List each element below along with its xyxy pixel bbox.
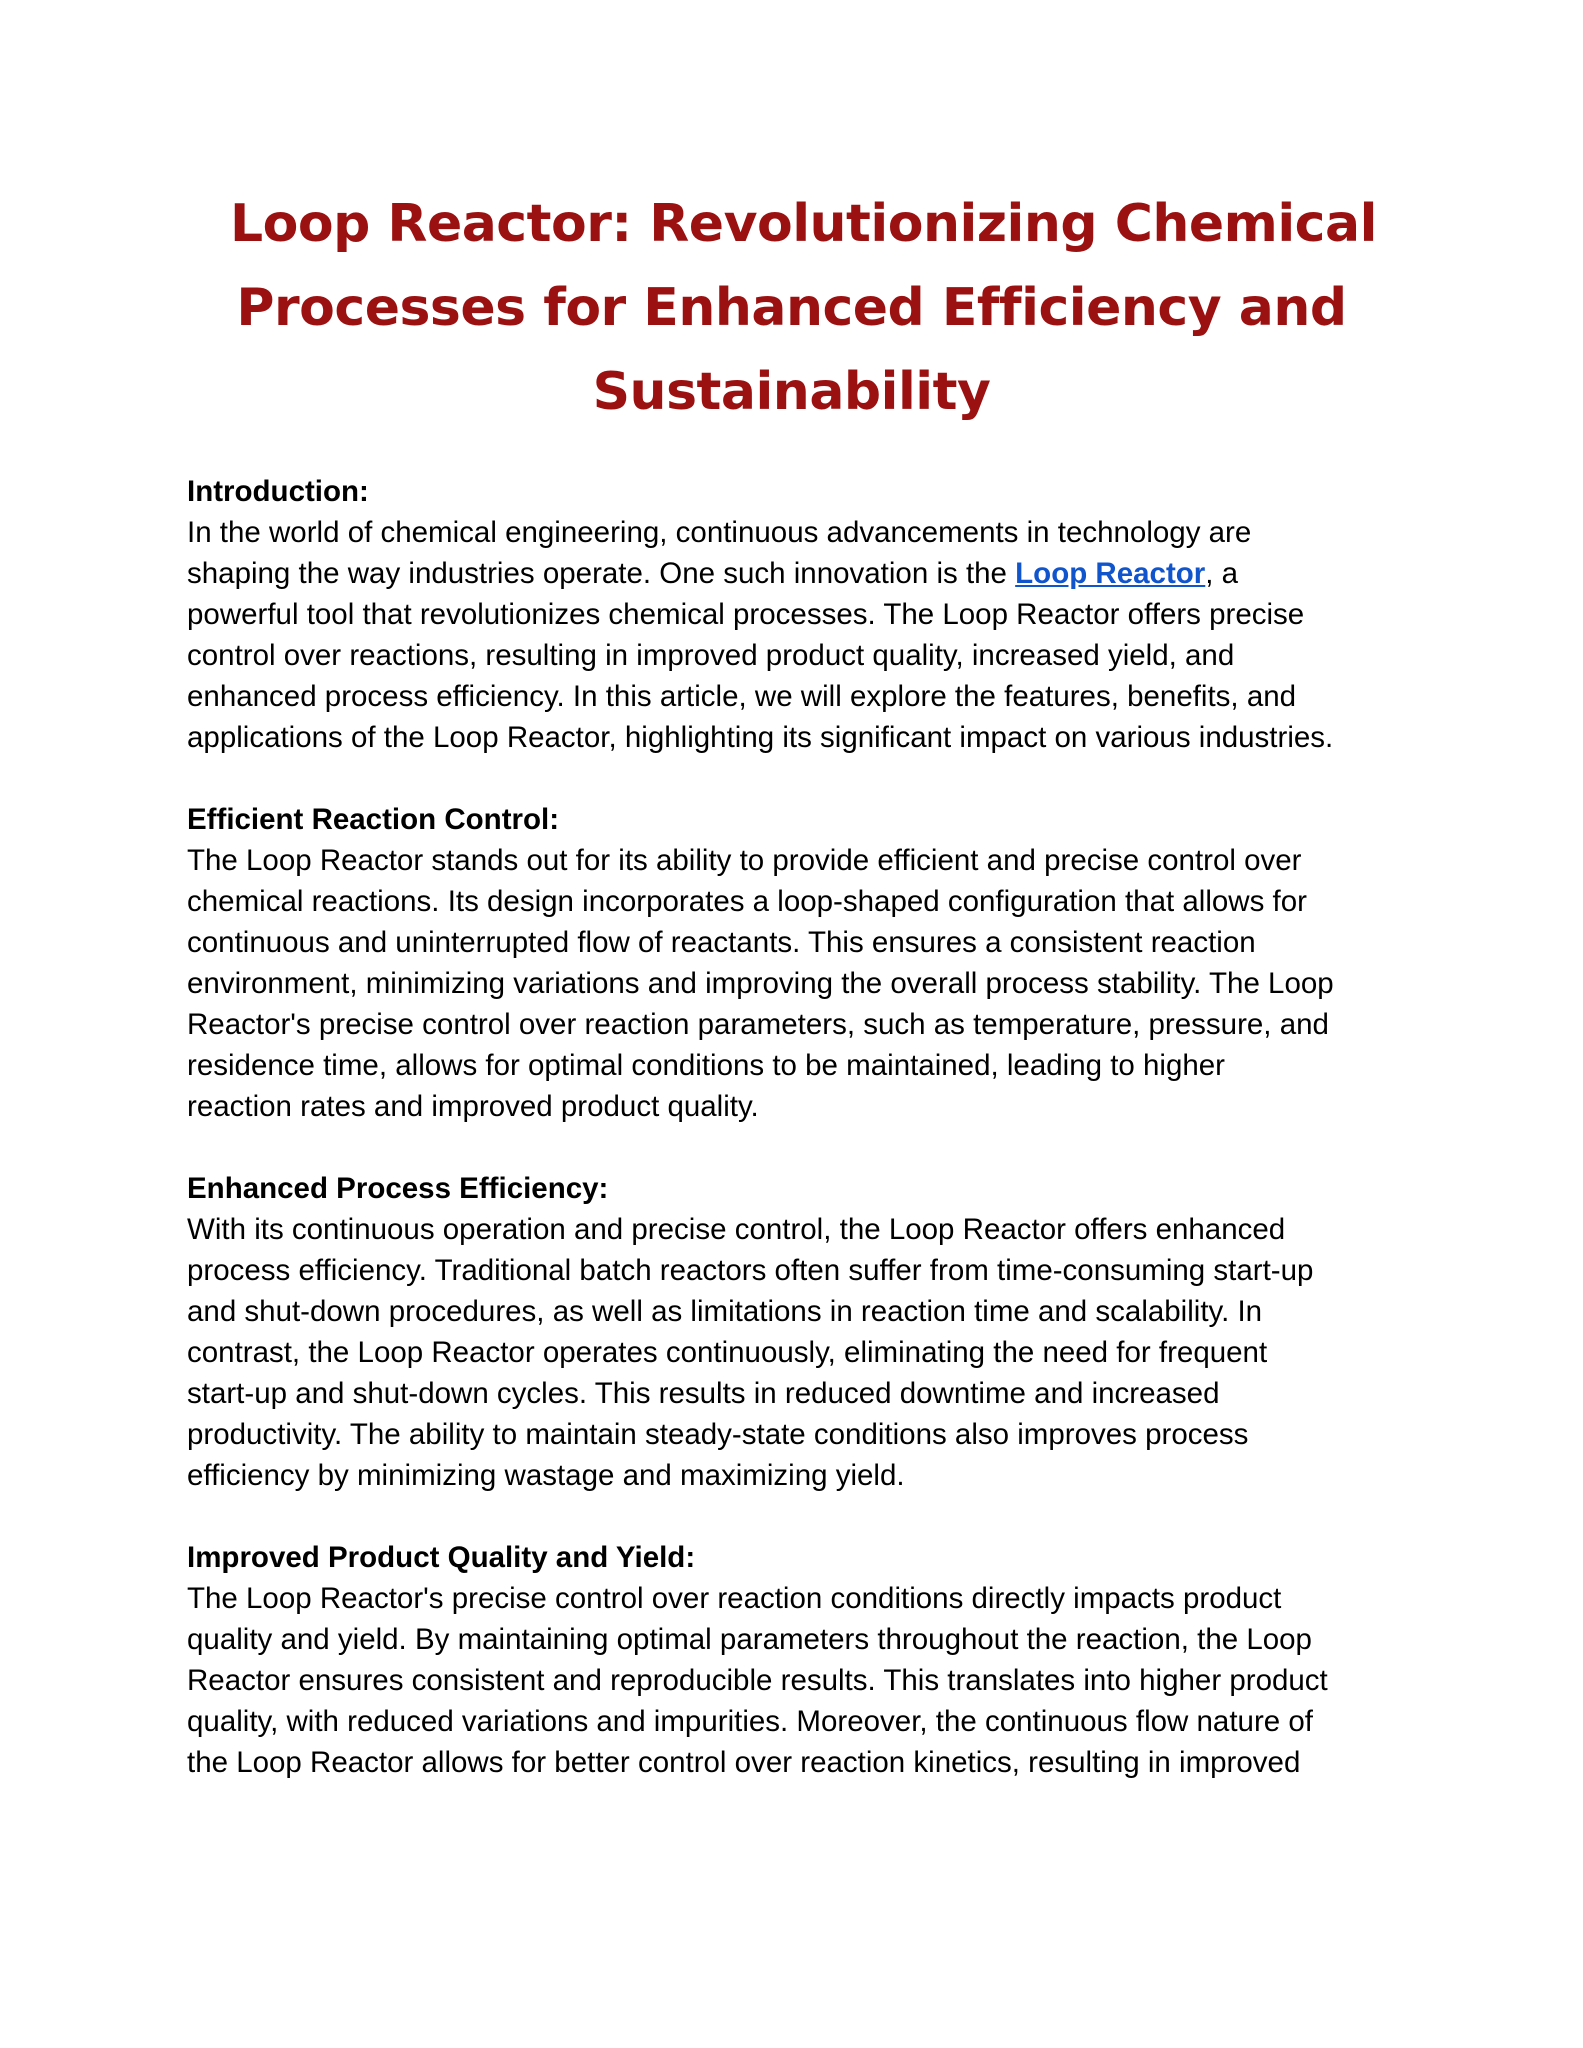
- loop-reactor-link[interactable]: Loop Reactor: [1015, 557, 1206, 590]
- paragraph-line: efficiency by minimizing wastage and maximizing yield.: [187, 1459, 905, 1492]
- section-heading: Efficient Reaction Control:: [187, 803, 560, 836]
- section-introduction: [187, 471, 1427, 758]
- paragraph-line: In the world of chemical engineering, continuous advancements in technology are: [187, 516, 1252, 549]
- paragraph-line: With its continuous operation and precise control, the Loop Reactor offers enhanced: [187, 1213, 1286, 1246]
- document-body: [187, 471, 1427, 1824]
- paragraph-line: environment, minimizing variations and improving the overall process stability. The Loop: [187, 967, 1334, 1000]
- title-line: Loop Reactor: Revolutionizing Chemical: [230, 194, 1377, 254]
- paragraph-text: , a: [1205, 557, 1239, 590]
- paragraph-line: Reactor's precise control over reaction parameters, such as temperature, pressure, and: [187, 1008, 1329, 1041]
- title-line: Sustainability: [592, 362, 991, 422]
- section-enhanced-process-efficiency: [187, 1168, 1427, 1496]
- section-heading: Introduction:: [187, 475, 369, 508]
- title-line: Processes for Enhanced Efficiency and: [236, 278, 1347, 338]
- paragraph-line: quality and yield. By maintaining optimal parameters throughout the reaction, the Loop: [187, 1623, 1312, 1656]
- paragraph-line: Reactor ensures consistent and reproducible results. This translates into higher product: [187, 1664, 1328, 1697]
- page-title: [230, 182, 1377, 434]
- paragraph-line: process efficiency. Traditional batch reactors often suffer from time-consuming start-up: [187, 1254, 1314, 1287]
- paragraph-line: chemical reactions. Its design incorporates a loop-shaped configuration that allows for: [187, 885, 1307, 918]
- paragraph-line: contrast, the Loop Reactor operates continuously, eliminating the need for frequent: [187, 1336, 1268, 1369]
- paragraph-line: The Loop Reactor's precise control over reaction conditions directly impacts product: [187, 1582, 1282, 1615]
- section-heading: Improved Product Quality and Yield:: [187, 1541, 696, 1574]
- paragraph-line: [187, 553, 1427, 594]
- paragraph-line: reaction rates and improved product quality.: [187, 1090, 759, 1123]
- section-paragraph: [187, 840, 1427, 1127]
- section-efficient-reaction-control: [187, 799, 1427, 1127]
- paragraph-line: productivity. The ability to maintain steady-state conditions also improves process: [187, 1418, 1249, 1451]
- paragraph-line: applications of the Loop Reactor, highlighting its significant impact on various industries.: [187, 721, 1334, 754]
- paragraph-line: enhanced process efficiency. In this article, we will explore the features, benefits, and: [187, 680, 1297, 713]
- section-paragraph: [187, 512, 1427, 758]
- section-paragraph: [187, 1578, 1427, 1783]
- paragraph-line: start-up and shut-down cycles. This results in reduced downtime and increased: [187, 1377, 1220, 1410]
- paragraph-line: residence time, allows for optimal conditions to be maintained, leading to higher: [187, 1049, 1226, 1082]
- paragraph-line: quality, with reduced variations and impurities. Moreover, the continuous flow nature of: [187, 1705, 1313, 1738]
- section-paragraph: [187, 1209, 1427, 1496]
- paragraph-line: powerful tool that revolutionizes chemical processes. The Loop Reactor offers precise: [187, 598, 1305, 631]
- paragraph-line: continuous and uninterrupted flow of reactants. This ensures a consistent reaction: [187, 926, 1256, 959]
- paragraph-line: and shut-down procedures, as well as limitations in reaction time and scalability. In: [187, 1295, 1263, 1328]
- paragraph-text: shaping the way industries operate. One such innovation is the: [187, 557, 1016, 590]
- section-improved-product-quality: [187, 1537, 1427, 1783]
- paragraph-line: The Loop Reactor stands out for its ability to provide efficient and precise control over: [187, 844, 1302, 877]
- paragraph-line: the Loop Reactor allows for better control over reaction kinetics, resulting in improved: [187, 1746, 1301, 1779]
- section-heading: Enhanced Process Efficiency:: [187, 1172, 609, 1205]
- paragraph-line: control over reactions, resulting in improved product quality, increased yield, and: [187, 639, 1235, 672]
